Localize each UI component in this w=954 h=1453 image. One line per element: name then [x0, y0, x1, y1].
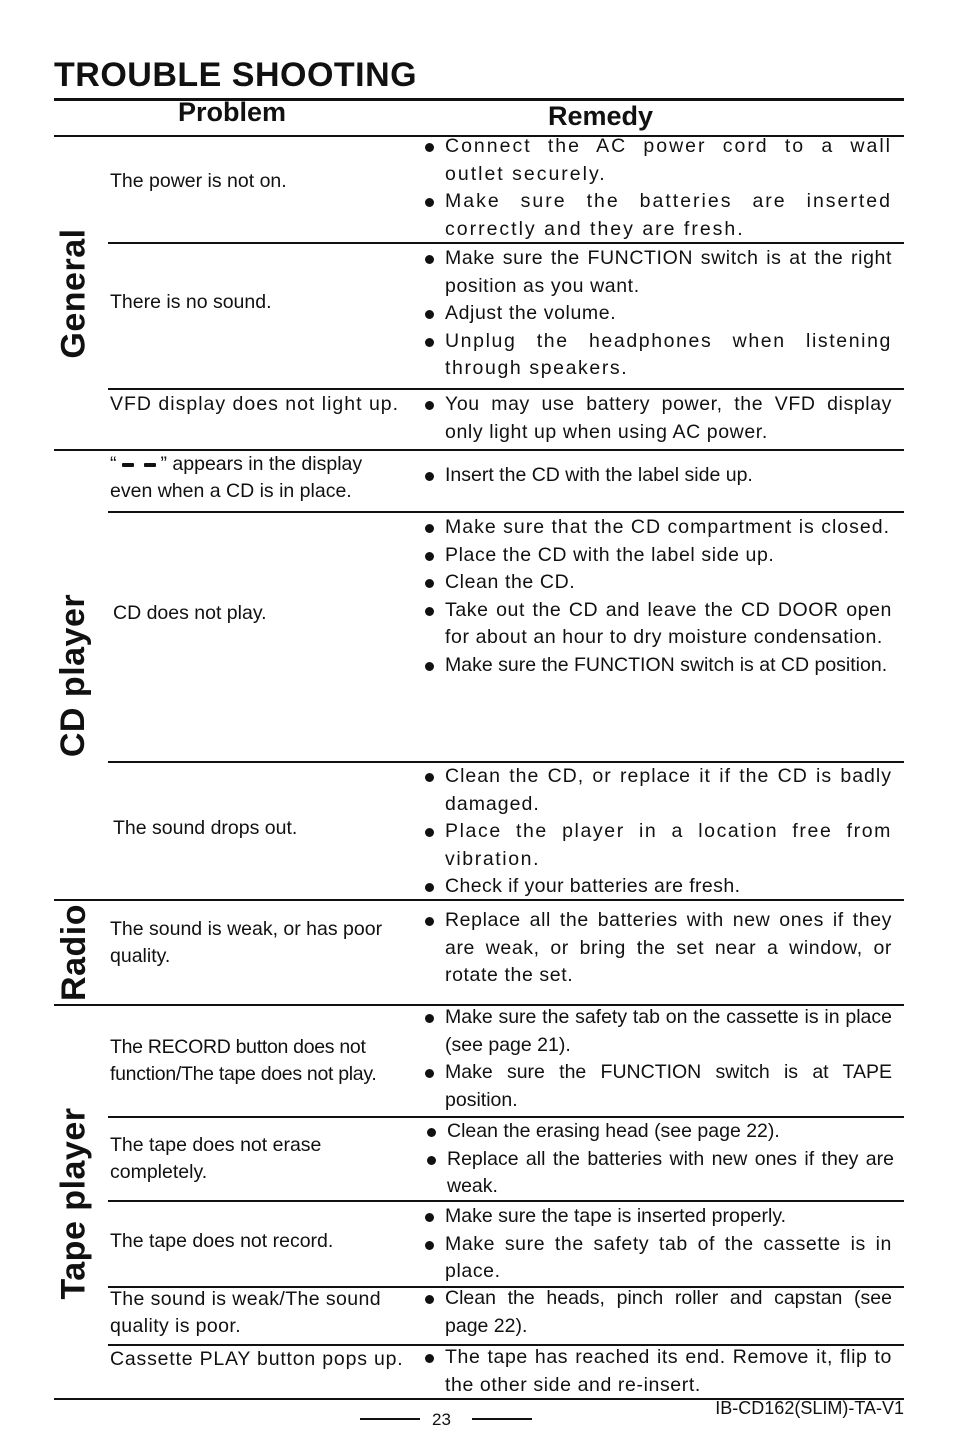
remedy-item: Take out the CD and leave the CD DOOR open for about an hour to dry moisture condensation.	[420, 597, 892, 652]
section-label-tape-player: Tape player	[54, 1107, 93, 1299]
remedy-list	[420, 245, 892, 383]
remedy-item: Place the CD with the label side up.	[420, 542, 892, 570]
problem-text: There is no sound.	[110, 290, 272, 313]
section-label-cd-player: CD player	[54, 593, 93, 758]
remedy-item: Place the player in a location free from vibration.	[420, 818, 892, 873]
table-row	[108, 451, 904, 511]
remedy-item: Insert the CD with the label side up.	[420, 462, 892, 490]
table-row	[108, 1006, 904, 1116]
remedy-item: Clean the erasing head (see page 22).	[422, 1118, 894, 1146]
problem-text: The sound is weak/The sound quality is poor.	[110, 1288, 381, 1337]
remedy-item: Make sure the FUNCTION switch is at the right position as you want.	[420, 245, 892, 300]
remedy-list	[420, 1285, 892, 1340]
remedy-item: Adjust the volume.	[420, 300, 892, 328]
remedy-list	[420, 1344, 892, 1399]
remedy-list	[420, 1203, 892, 1286]
table-row	[108, 763, 904, 899]
problem-text: The tape does not record.	[110, 1229, 334, 1252]
table-row	[108, 901, 904, 1004]
remedy-item: Connect the AC power cord to a wall outlet securely.	[420, 133, 892, 188]
display-dash-icon	[144, 463, 156, 467]
remedy-header: Remedy	[548, 101, 654, 131]
table-row	[108, 137, 904, 243]
remedy-item: Replace all the batteries with new ones if they are weak, or bring the set near a window, or rotate the set.	[420, 907, 892, 990]
remedy-item: Make sure the batteries are inserted correctly and they are fresh.	[420, 188, 892, 243]
remedy-list	[420, 763, 892, 901]
problem-text: The RECORD button does not function/The tape does not play.	[110, 1036, 377, 1085]
page-title: TROUBLE SHOOTING	[54, 56, 418, 94]
problem-text: The sound is weak, or has poor quality.	[110, 918, 383, 967]
problem-text: “ ” appears in the display even when a CD is in place.	[110, 453, 363, 502]
remedy-item: Make sure the FUNCTION switch is at CD position.	[420, 652, 892, 680]
remedy-item: You may use battery power, the VFD display only light up when using AC power.	[420, 391, 892, 446]
remedy-item: Clean the CD.	[420, 569, 892, 597]
table-row	[108, 390, 904, 449]
problem-text: The sound drops out.	[113, 816, 298, 839]
table-row	[108, 513, 904, 761]
problem-text: CD does not play.	[113, 601, 267, 624]
footer-rule-right	[472, 1418, 532, 1420]
table-row	[108, 1118, 904, 1200]
remedy-item: Clean the heads, pinch roller and capstan (see page 22).	[420, 1285, 892, 1340]
remedy-item: Make sure the safety tab of the cassette is in place.	[420, 1231, 892, 1286]
remedy-item: Replace all the batteries with new ones if they are weak.	[422, 1146, 894, 1201]
remedy-list	[422, 1118, 894, 1201]
page-number: 23	[432, 1410, 451, 1429]
remedy-item: Unplug the headphones when listening through speakers.	[420, 328, 892, 383]
problem-text: The power is not on.	[110, 169, 287, 192]
section-label-general: General	[54, 227, 93, 359]
remedy-list	[420, 1004, 892, 1114]
display-dash-icon	[122, 463, 134, 467]
problem-text: The tape does not erase completely.	[110, 1134, 322, 1183]
remedy-item: Make sure the FUNCTION switch is at TAPE position.	[420, 1059, 892, 1114]
remedy-item: Make sure the tape is inserted properly.	[420, 1203, 892, 1231]
problem-text: VFD display does not light up.	[110, 393, 400, 415]
remedy-item: Make sure the safety tab on the cassette is in place (see page 21).	[420, 1004, 892, 1059]
document-code: IB-CD162(SLIM)-TA-V1	[715, 1398, 904, 1418]
remedy-list	[420, 907, 892, 990]
remedy-list	[420, 514, 892, 679]
remedy-list	[420, 462, 892, 490]
remedy-list	[420, 391, 892, 446]
problem-text: Cassette PLAY button pops up.	[110, 1348, 404, 1370]
footer-rule-left	[360, 1418, 420, 1420]
table-row	[108, 1288, 904, 1344]
table-row	[108, 1346, 904, 1398]
remedy-item: Make sure that the CD compartment is closed.	[420, 514, 892, 542]
table-row	[108, 1202, 904, 1286]
section-label-radio: Radio	[54, 903, 93, 1001]
remedy-item: Clean the CD, or replace it if the CD is badly damaged.	[420, 763, 892, 818]
problem-header: Problem	[178, 97, 287, 127]
remedy-list	[420, 133, 892, 243]
remedy-item: The tape has reached its end. Remove it, flip to the other side and re-insert.	[420, 1344, 892, 1399]
table-row	[108, 244, 904, 388]
remedy-item: Check if your batteries are fresh.	[420, 873, 892, 901]
